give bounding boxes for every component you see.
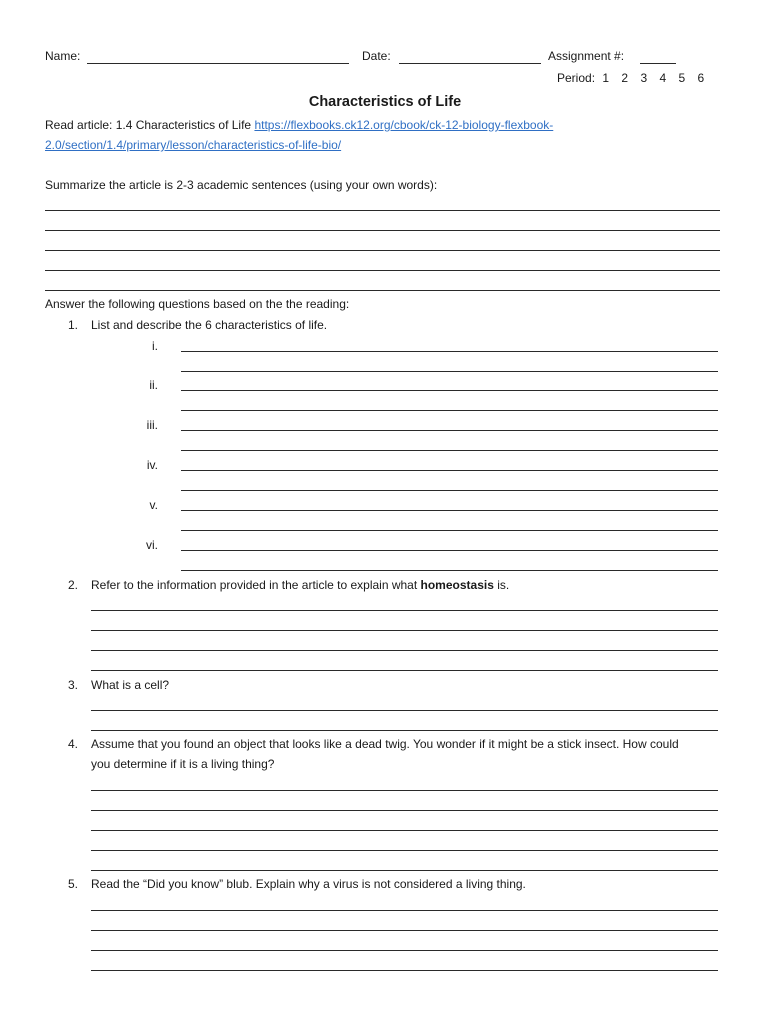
question-number: 5. (67, 877, 78, 891)
answer-line[interactable] (181, 450, 718, 451)
period-option: 5 (678, 71, 686, 85)
item-label: ii. (149, 378, 158, 392)
answer-line[interactable] (181, 490, 718, 491)
answer-line[interactable] (181, 430, 718, 431)
answer-line[interactable] (91, 810, 718, 811)
assignment-label: Assignment #: (548, 49, 625, 63)
item-label: v. (149, 498, 158, 512)
summary-answer-line[interactable] (45, 250, 720, 251)
summary-answer-line[interactable] (45, 230, 720, 231)
name-label: Name: (45, 49, 81, 63)
period-row (557, 71, 704, 85)
answer-line[interactable] (181, 530, 718, 531)
summary-answer-line[interactable] (45, 290, 720, 291)
answer-line[interactable] (91, 870, 718, 871)
period-option: 4 (659, 71, 667, 85)
period-label: Period: (557, 71, 596, 85)
assignment-line (640, 63, 676, 64)
question-text (91, 578, 509, 592)
question-number: 1. (67, 318, 78, 332)
summary-answer-line[interactable] (45, 270, 720, 271)
item-label: iii. (146, 418, 158, 432)
date-label: Date: (362, 49, 391, 63)
answer-line[interactable] (91, 950, 718, 951)
answer-line[interactable] (91, 830, 718, 831)
item-label: i. (152, 339, 158, 353)
answer-line[interactable] (181, 470, 718, 471)
answer-line[interactable] (181, 351, 718, 352)
question-text: List and describe the 6 characteristics of life. (91, 318, 328, 332)
question-number: 4. (67, 737, 78, 751)
answer-line[interactable] (181, 510, 718, 511)
question-text-continued: you determine if it is a living thing? (91, 757, 275, 771)
answer-line[interactable] (91, 630, 718, 631)
answer-line[interactable] (181, 390, 718, 391)
answer-line[interactable] (91, 730, 718, 731)
article-link[interactable]: https://flexbooks.ck12.org/cbook/ck-12-biology-flexbook- (254, 118, 554, 132)
question-number: 3. (67, 678, 78, 692)
question-number: 2. (67, 578, 78, 592)
question-text-part: Refer to the information provided in the article to explain what (91, 578, 421, 592)
answer-line[interactable] (91, 650, 718, 651)
answer-line[interactable] (91, 910, 718, 911)
answer-line[interactable] (181, 410, 718, 411)
answer-line[interactable] (91, 850, 718, 851)
answer-line[interactable] (91, 970, 718, 971)
answer-intro: Answer the following questions based on the the reading: (45, 297, 350, 311)
item-label: iv. (146, 458, 158, 472)
question-text: What is a cell? (91, 678, 170, 692)
question-text: Assume that you found an object that looks like a dead twig. You wonder if it might be a stick insect. How could (91, 737, 679, 751)
answer-line[interactable] (181, 371, 718, 372)
question-keyword: homeostasis (420, 578, 494, 592)
question-text-part: is. (493, 578, 510, 592)
answer-line[interactable] (181, 550, 718, 551)
answer-line[interactable] (91, 610, 718, 611)
period-option: 6 (697, 71, 705, 85)
page-title: Characteristics of Life (308, 94, 462, 110)
period-option: 1 (602, 71, 610, 85)
answer-line[interactable] (91, 930, 718, 931)
question-text: Read the “Did you know” blub. Explain why a virus is not considered a living thing. (91, 877, 526, 891)
answer-line[interactable] (91, 670, 718, 671)
item-label: vi. (146, 538, 158, 552)
period-option: 2 (621, 71, 629, 85)
summary-prompt: Summarize the article is 2-3 academic sentences (using your own words): (45, 178, 438, 192)
article-prefix: Read article: 1.4 Characteristics of Life (45, 118, 255, 132)
period-option: 3 (640, 71, 648, 85)
summary-answer-line[interactable] (45, 210, 720, 211)
answer-line[interactable] (91, 710, 718, 711)
answer-line[interactable] (91, 790, 718, 791)
article-line (45, 118, 553, 132)
answer-line[interactable] (181, 570, 718, 571)
date-line (399, 63, 541, 64)
article-link-continued[interactable]: 2.0/section/1.4/primary/lesson/characteristics-of-life-bio/ (45, 138, 342, 152)
name-line (87, 63, 349, 64)
